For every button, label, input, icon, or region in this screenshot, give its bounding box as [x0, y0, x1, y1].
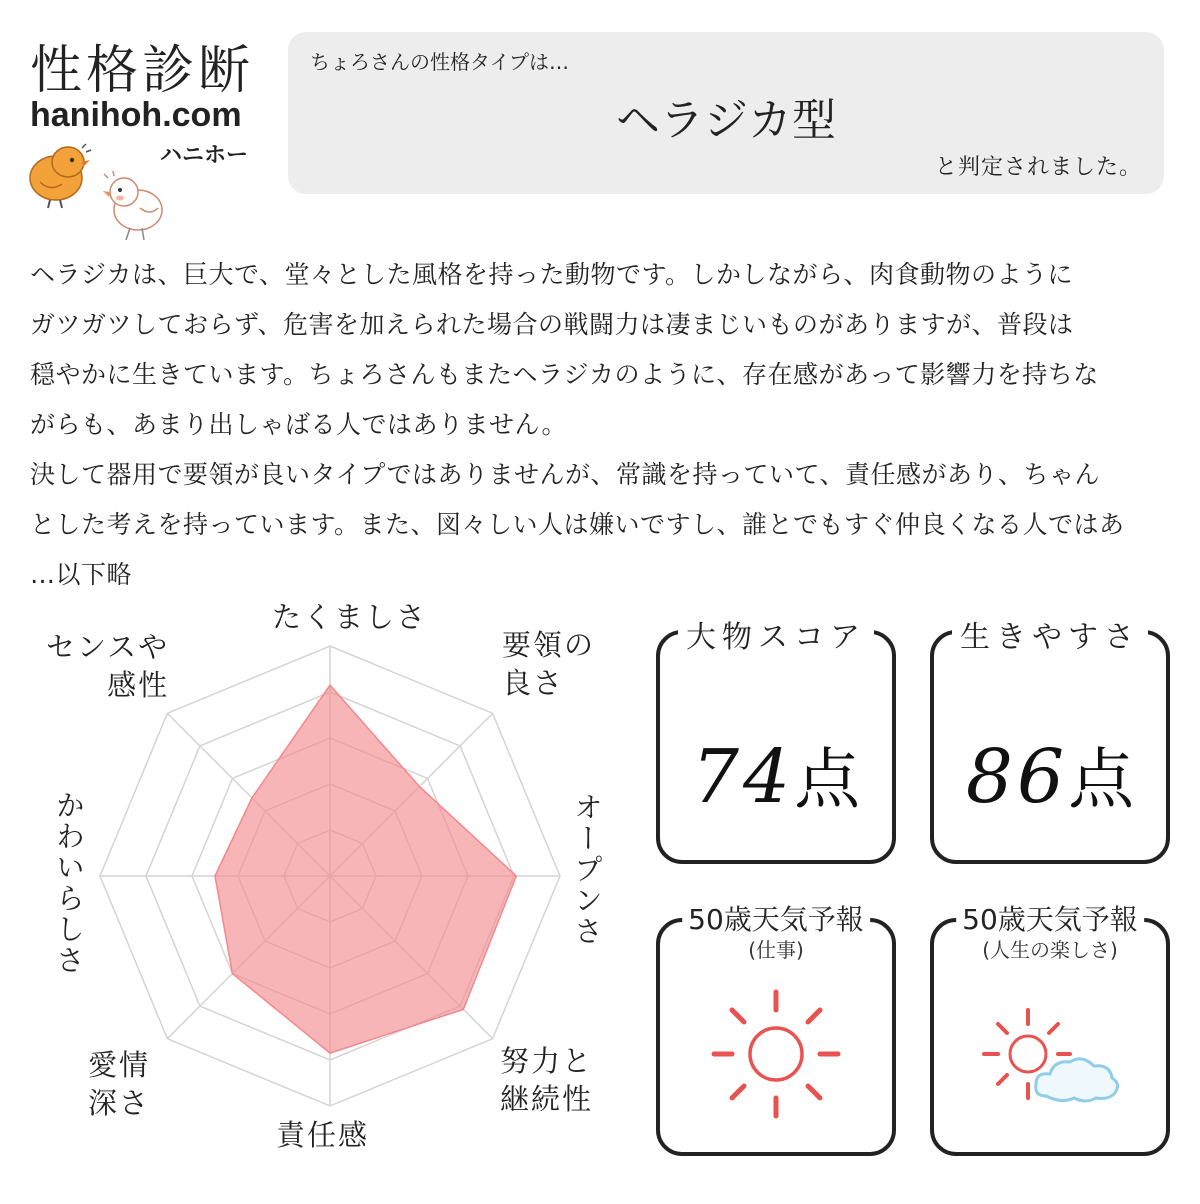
axis-label-youryou [502, 626, 595, 702]
radar-data-area [215, 685, 516, 1053]
personality-radar-chart [0, 590, 640, 1200]
axis-label-line: 要領の [502, 628, 596, 662]
orange-chick-icon [22, 140, 92, 210]
axis-label-line: 深さ [88, 1086, 151, 1120]
axis-label-line: 良さ [502, 666, 565, 700]
description-line: ヘラジカは、巨大で、堂々とした風格を持った動物です。しかしながら、肉食動物のように [30, 260, 1074, 289]
axis-label-takumashisa [272, 598, 427, 636]
axis-label-line: センスや [46, 630, 170, 664]
forecast-life-subtitle: (人生の楽しさ) [982, 938, 1118, 962]
axis-label-openness [570, 792, 604, 947]
axis-label-line: オープンさ [570, 792, 604, 947]
axis-label-line: 継続性 [500, 1082, 594, 1116]
site-kana-name: ハニホー [160, 143, 249, 168]
omono-score-card [656, 620, 896, 864]
result-type-name: ヘラジカ型 [616, 95, 836, 146]
ikiyasusa-score-value [934, 726, 1166, 821]
personality-description [30, 250, 1180, 600]
sun-icon [706, 984, 846, 1124]
axis-label-line: たくましさ [272, 600, 428, 634]
omono-score-title: 大物スコア [678, 612, 874, 656]
result-outro-text: と判定されました。 [934, 155, 1142, 180]
result-intro-text: ちょろさんの性格タイプは… [310, 50, 569, 74]
axis-label-responsibility [276, 1116, 369, 1154]
forecast-work-title: 50歳天気予報 [682, 898, 870, 938]
axis-label-line: 努力と [500, 1044, 594, 1078]
score-unit: 点 [794, 741, 861, 818]
forecast-work-card [656, 903, 896, 1156]
score-number: 74 [691, 734, 795, 820]
ikiyasusa-score-card [930, 620, 1170, 864]
description-line: ガツガツしておらず、危害を加えられた場合の戦闘力は凄まじいものがありますが、普段は [30, 310, 1074, 339]
axis-label-line: 愛情 [88, 1048, 151, 1082]
axis-label-line: かわいらしさ [52, 790, 86, 976]
score-number: 86 [965, 734, 1069, 820]
description-line: がらも、あまり出しゃばる人ではありません。 [30, 410, 568, 439]
axis-label-effort [500, 1042, 593, 1118]
axis-label-cuteness [52, 790, 86, 976]
forecast-work-subtitle: (仕事) [748, 938, 804, 962]
omono-score-value [660, 726, 892, 821]
axis-label-line: 責任感 [276, 1118, 370, 1152]
site-domain[interactable]: hanihoh.com [30, 96, 242, 134]
description-line: 決して器用で要領が良いタイプではありませんが、常識を持っていて、責任感があり、ちゃん [30, 460, 1101, 489]
axis-label-affection [88, 1046, 150, 1122]
ikiyasusa-score-title: 生きやすさ [952, 612, 1148, 656]
description-line: 穏やかに生きています。ちょろさんもまたヘラジカのように、存在感があって影響力を持ちな [30, 360, 1099, 389]
score-unit: 点 [1068, 741, 1135, 818]
forecast-life-title: 50歳天気予報 [956, 898, 1144, 938]
sun-behind-cloud-icon [978, 1000, 1128, 1110]
site-title: 性格診断 [30, 41, 255, 101]
white-chick-icon [100, 170, 170, 242]
forecast-life-card [930, 903, 1170, 1156]
result-panel [288, 32, 1164, 194]
description-line: …以下略 [30, 560, 133, 589]
axis-label-line: 感性 [107, 668, 170, 702]
description-line: とした考えを持っています。また、図々しい人は嫌いですし、誰とでもすぐ仲良くなる人ではあ [30, 510, 1125, 539]
axis-label-sense [46, 628, 169, 704]
